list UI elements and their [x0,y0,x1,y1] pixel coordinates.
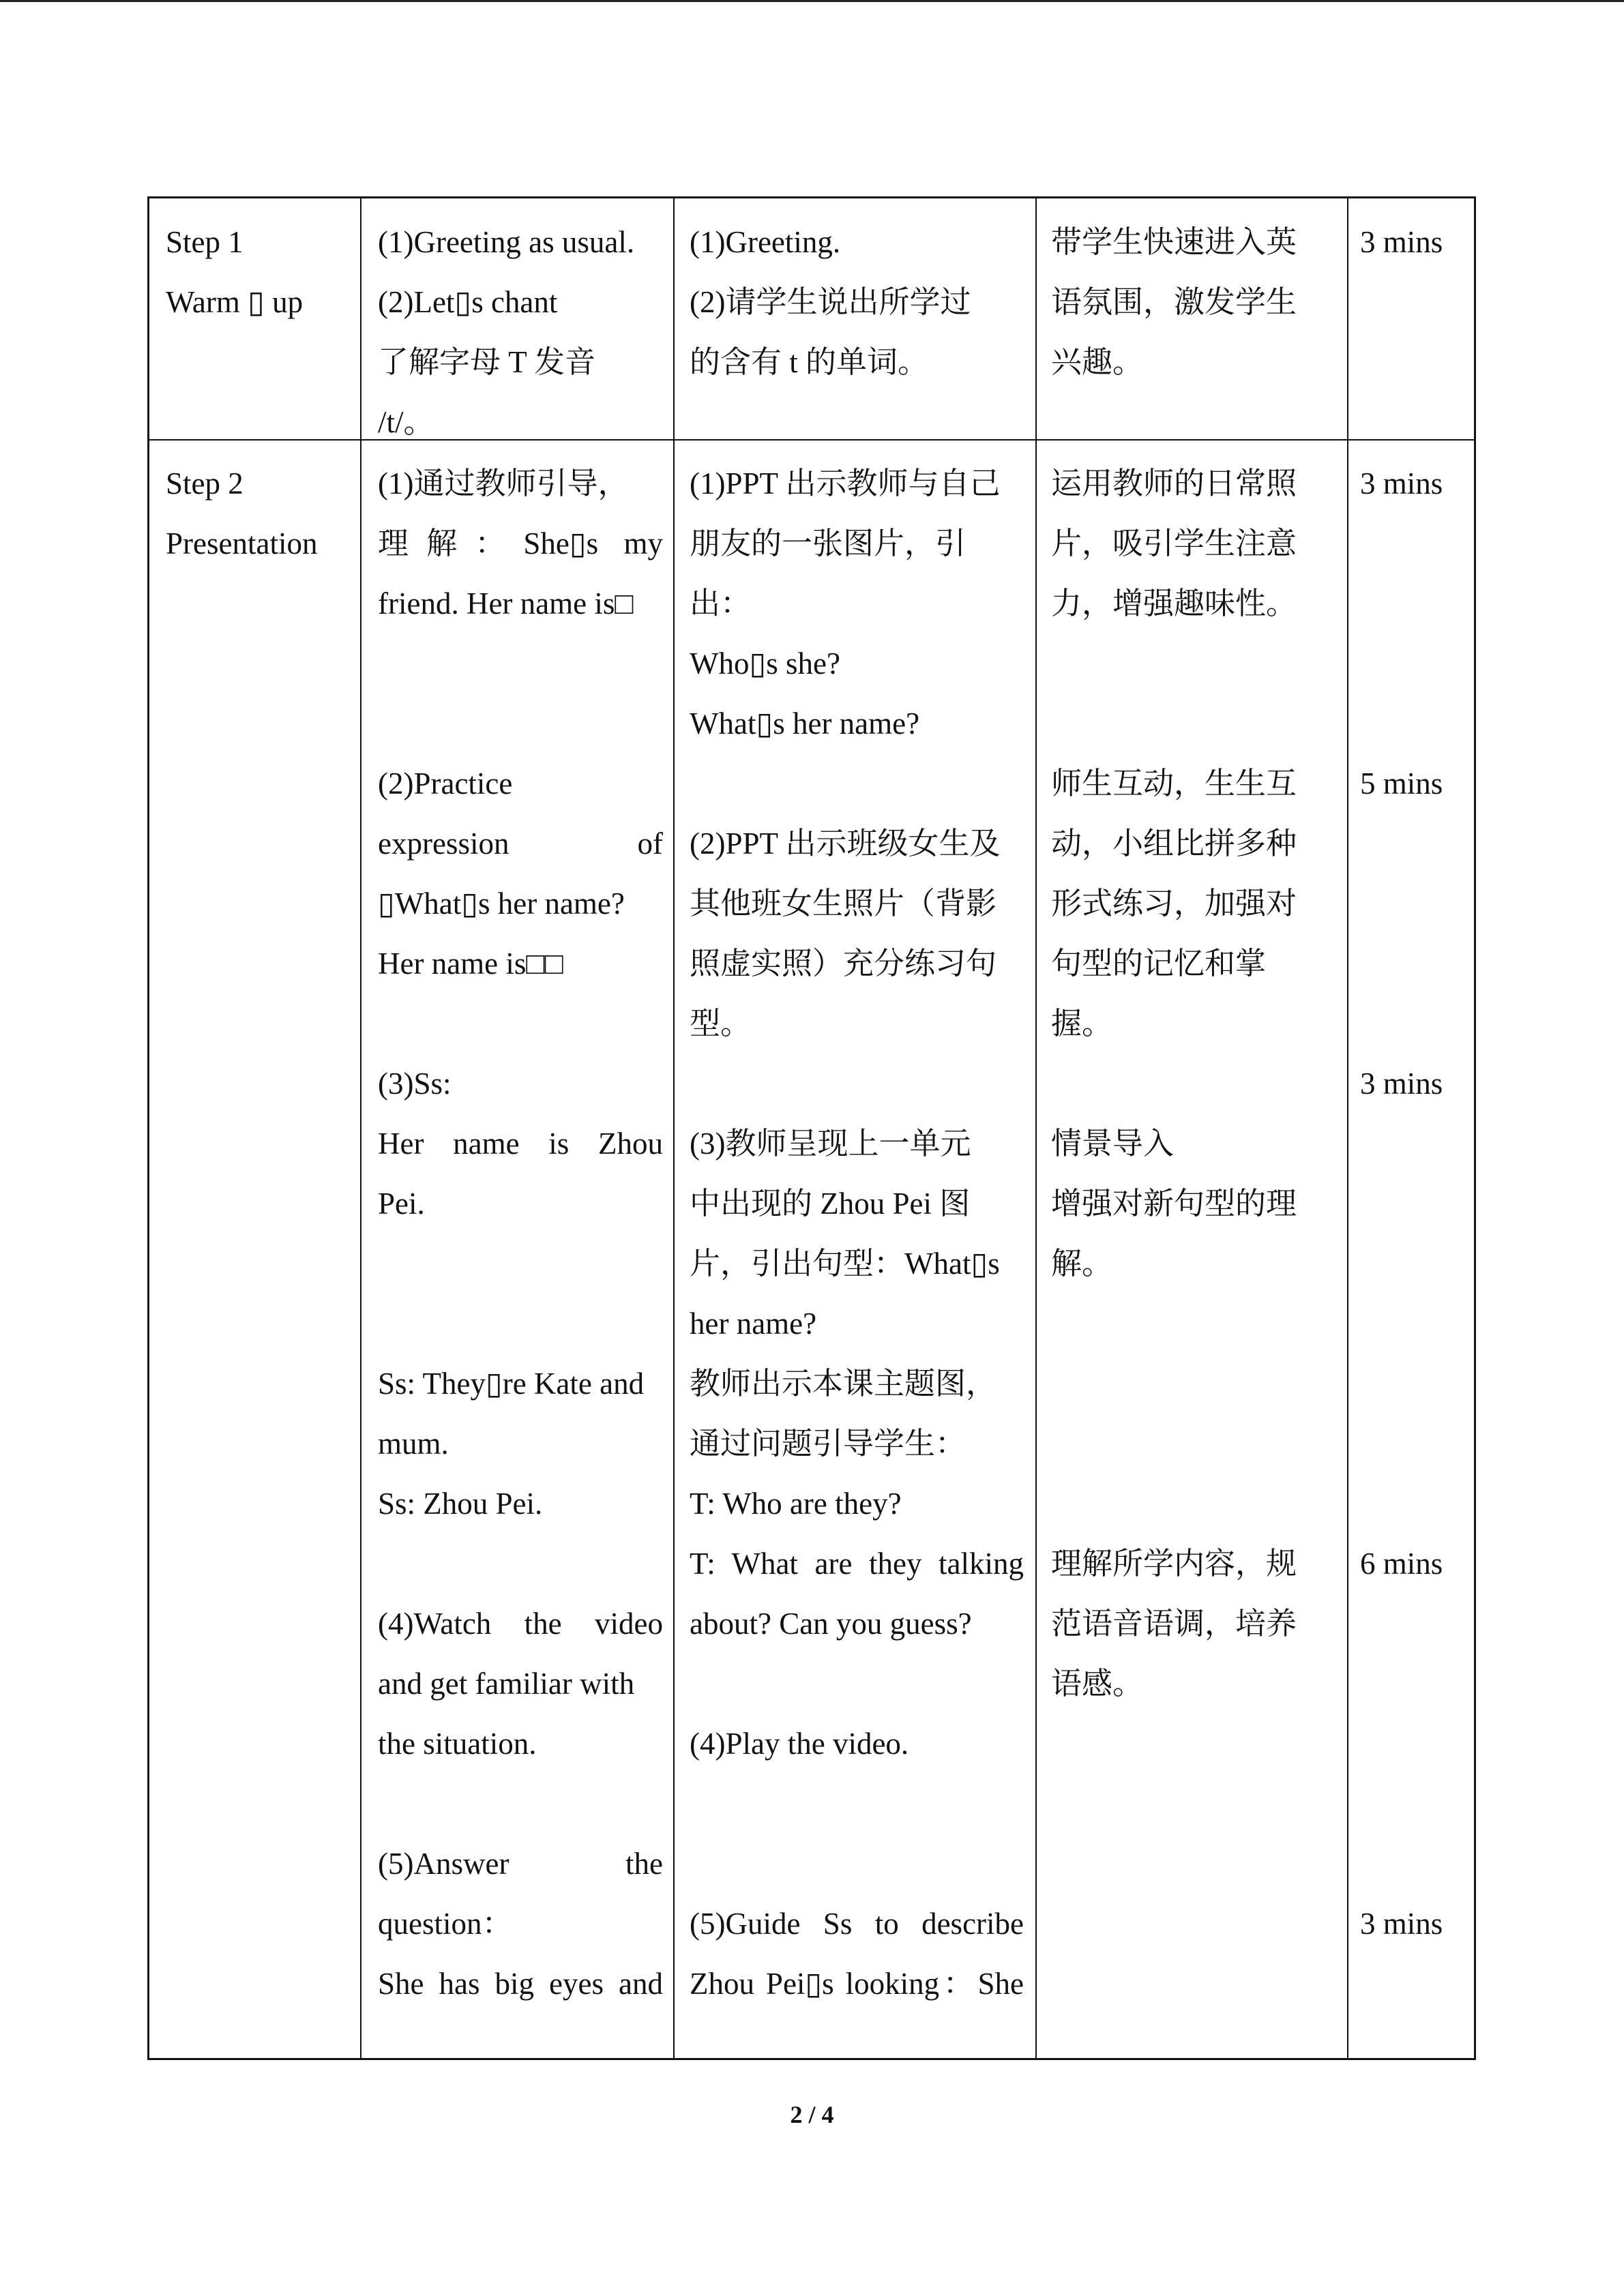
teacher-line: (2)PPT 出示班级女生及 [690,826,1001,861]
column-divider [1347,198,1348,2058]
activity-line: question： [378,1907,513,1941]
teacher-line: 出： [690,586,752,621]
page-number: 2 / 4 [790,2101,834,2128]
time-label: 5 mins [1360,766,1443,801]
column-divider [1035,198,1037,2058]
activity-line: (1)Greeting as usual. [378,225,635,259]
step-1-teacher-activity [690,212,1024,392]
activity-line: (4)Watch the video [378,1607,663,1641]
time-label: 3 mins [1360,225,1443,259]
activity-line: (2)Practice [378,766,513,801]
teacher-line: (1)PPT 出示教师与自己 [690,466,1001,501]
activity-line: mum. [378,1427,449,1461]
top-border-rule [0,0,1624,2]
purpose-line: 情景导入 [1051,1127,1175,1161]
teacher-line: T: What are they talking [690,1547,1024,1581]
purpose-line: 带学生快速进入英 [1051,225,1297,259]
purpose-line: 形式练习，加强对 [1051,886,1297,921]
purpose-line: 师生互动，生生互 [1051,766,1297,801]
column-divider [360,198,361,2058]
purpose-line: 句型的记忆和掌 [1051,946,1267,981]
purpose-line: 片，吸引学生注意 [1051,526,1297,561]
purpose-line: 运用教师的日常照 [1051,466,1297,501]
teacher-line: 通过问题引导学生： [690,1427,966,1461]
teacher-line: (5)Guide Ss to describe [690,1907,1024,1941]
step-2-purpose [1051,453,1338,1714]
activity-line: and get familiar with [378,1667,635,1701]
activity-line: 了解字母 T 发音 [378,345,596,379]
step-label: Step 1 [166,225,243,259]
activity-line: Pei. [378,1187,425,1221]
step-name: Warm ▯ up [166,285,304,319]
activity-line: friend. Her name is□ [378,586,634,621]
activity-line: Her name is Zhou [378,1127,663,1161]
time-label: 6 mins [1360,1547,1443,1581]
teacher-line: (1)Greeting. [690,225,841,259]
activity-line: (5)Answer the [378,1847,663,1881]
purpose-line: 兴趣。 [1051,345,1144,379]
activity-line: ▯What▯s her name? [378,886,625,921]
activity-line: (2)Let▯s chant [378,285,558,319]
step-1-student-activity [378,212,663,452]
teacher-line: about? Can you guess? [690,1607,972,1641]
teacher-line: 的含有 t 的单词。 [690,345,929,379]
teacher-line: 教师出示本课主题图， [690,1367,997,1401]
step-1-cell [166,212,350,332]
teacher-line: 中出现的 Zhou Pei 图 [690,1187,971,1221]
teacher-line: 其他班女生照片（背影 [690,886,997,921]
teacher-line: 朋友的一张图片，引 [690,526,966,561]
column-divider [673,198,675,2058]
activity-line: (3)Ss: [378,1067,452,1101]
teacher-line: 片，引出句型：What▯s [690,1247,1000,1281]
teacher-line: (4)Play the video. [690,1727,909,1761]
teacher-line: Who▯s she? [690,646,840,681]
lesson-plan-table [147,196,1476,2060]
step-name: Presentation [166,526,318,561]
teacher-line: 型。 [690,1007,752,1041]
activity-line: expression of [378,826,663,861]
purpose-line: 增强对新句型的理 [1051,1187,1297,1221]
teacher-line: her name? [690,1307,817,1341]
step-2-teacher-activity [690,453,1024,2014]
time-label: 3 mins [1360,1067,1443,1101]
step-2-time [1360,453,1469,1954]
time-label: 3 mins [1360,466,1443,501]
step-1-purpose [1051,212,1338,392]
purpose-line: 语感。 [1051,1667,1144,1701]
teacher-line: (3)教师呈现上一单元 [690,1127,971,1161]
teacher-line: (2)请学生说出所学过 [690,285,971,319]
purpose-line: 握。 [1051,1007,1113,1041]
step-2-cell [166,453,350,573]
activity-line: She has big eyes and [378,1967,663,2001]
purpose-line: 解。 [1051,1247,1113,1281]
step-label: Step 2 [166,466,243,501]
purpose-line: 力，增强趣味性。 [1051,586,1297,621]
activity-line: Ss: They▯re Kate and [378,1367,645,1401]
activity-line: /t/。 [378,405,434,439]
step-1-time [1360,212,1469,272]
purpose-line: 范语音语调，培养 [1051,1607,1297,1641]
teacher-line: Zhou Pei▯s looking：She [690,1967,1024,2001]
purpose-line: 动，小组比拼多种 [1051,826,1297,861]
activity-line: Her name is□□ [378,946,563,981]
activity-line: 理解：She▯s my [378,526,663,561]
teacher-line: T: Who are they? [690,1487,902,1521]
teacher-line: What▯s her name? [690,706,920,741]
activity-line: Ss: Zhou Pei. [378,1487,543,1521]
step-2-student-activity [378,453,663,2014]
teacher-line: 照虚实照）充分练习句 [690,946,997,981]
purpose-line: 理解所学内容，规 [1051,1547,1297,1581]
row-divider [149,439,1474,441]
purpose-line: 语氛围，激发学生 [1051,285,1297,319]
activity-line: the situation. [378,1727,537,1761]
time-label: 3 mins [1360,1907,1443,1941]
activity-line: (1)通过教师引导， [378,466,629,501]
